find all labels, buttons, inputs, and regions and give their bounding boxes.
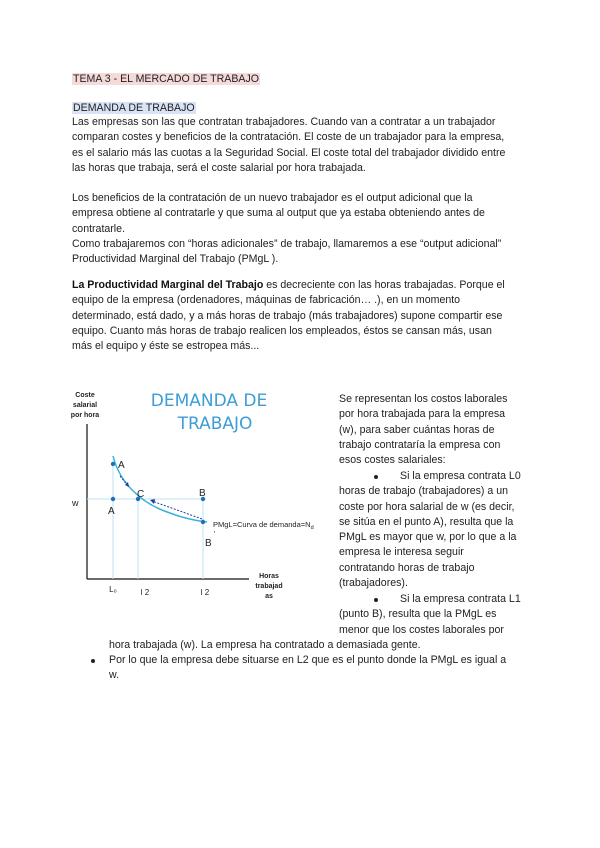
x-tick-label: l 2	[200, 588, 210, 597]
text-line: coste por hora salarial de w (es decir,	[339, 500, 515, 513]
point-a	[111, 462, 115, 466]
text-line: Si la empresa contrata L1	[400, 593, 521, 605]
curve-label	[213, 520, 314, 531]
paragraph-marginal-productivity	[72, 278, 532, 354]
diagram-title-line2: TRABAJO	[177, 414, 253, 434]
text-line: horas de trabajo (trabajadores) a un	[339, 485, 509, 498]
chart-explanation	[339, 392, 534, 468]
x-axis-label: trabajad	[255, 583, 283, 590]
title-text: TEMA 3 - EL MERCADO DE TRABAJO	[73, 73, 260, 85]
point-label: B	[199, 488, 206, 499]
y-axis-label: Coste	[75, 392, 95, 399]
text-run: es decreciente con las horas trabajadas. Porque el	[263, 279, 505, 291]
diagram-title-line1: DEMANDA DE	[150, 391, 268, 411]
text-line: Productividad Marginal del Trabajo (PMgL ).	[72, 253, 279, 266]
bullet-item-l2	[109, 653, 534, 684]
text-line: equipo. Cuanto más horas de trabajo realicen los empleados, éstos se cansan más, usan	[72, 324, 492, 337]
text-line	[72, 278, 532, 293]
text-line: equipo de la empresa (ordenadores, máquinas de fabricación… .), en un momento	[72, 294, 461, 307]
paragraph-benefits	[72, 191, 532, 267]
text-line: más el equipo y éste se estropea más...	[72, 340, 260, 353]
text-line: empresa obtiene al contratarle y que suma al output que ya estaba obteniendo antes de	[72, 207, 485, 220]
point-a-prime	[111, 497, 115, 501]
bullet-item-l0	[339, 469, 534, 591]
text-line: contratarle.	[72, 222, 125, 235]
point-label: B	[205, 538, 212, 549]
text-line: Las empresas son las que contratan trabajadores. Cuando van a contratar a un trabajador	[72, 116, 496, 128]
text-line: w.	[109, 669, 120, 682]
point-b-prime	[201, 520, 205, 524]
x-tick-label: L₀	[109, 585, 117, 594]
text-line: se sitúa en el punto A), resulta que la	[339, 515, 514, 528]
text-line: Se representan los costos laborales	[339, 393, 508, 405]
text-line: PMgL es mayor que w, por lo que a la	[339, 531, 517, 544]
bullet-item-l1	[339, 592, 534, 638]
bold-term: La Productividad Marginal del Trabajo	[72, 279, 264, 291]
wage-label: w	[72, 498, 79, 508]
x-tick-label: l 2	[140, 588, 150, 597]
prime-mark: '	[214, 531, 216, 538]
bullet-dot	[91, 659, 95, 663]
text-line: Por lo que la empresa debe situarse en L2 que es el punto donde la PMgL es igual a	[109, 654, 507, 666]
text-line: Los beneficios de la contratación de un nuevo trabajador es el output adicional que la	[72, 192, 473, 204]
text-line: (w), para saber cuántas horas de	[339, 423, 495, 436]
text-line: Si la empresa contrata L0	[400, 470, 521, 482]
document-title	[72, 72, 532, 87]
labor-demand-diagram	[62, 384, 337, 609]
text-line: es el salario más las cuotas a la Seguridad Social. El coste total del trabajador dividido entre	[72, 146, 506, 159]
point-label: C	[137, 489, 145, 500]
text-line: esos costes salariales:	[339, 454, 446, 467]
text-line: (trabajadores).	[339, 577, 408, 590]
bullet-continuation: hora trabajada (w). La empresa ha contratado a demasiada gente.	[109, 639, 421, 651]
section-heading	[72, 101, 532, 116]
x-axis-label: Horas	[259, 573, 279, 580]
point-label: A	[108, 506, 115, 517]
y-axis-label: salarial	[72, 402, 98, 409]
arrow-b-to-c	[152, 501, 202, 519]
text-line: determinado, está dado, y a más horas de trabajo (más trabajadores) supone compartir ese	[72, 309, 503, 322]
point-label: A	[118, 460, 125, 471]
paragraph-costs	[72, 115, 532, 176]
text-line: contratando horas de trabajo	[339, 561, 475, 574]
text-line: comparan costes y beneficios de la contratación. El coste de un trabajador para la empresa,	[72, 131, 505, 144]
y-axis-label: por hora	[70, 412, 100, 419]
x-axis-label: as	[265, 593, 273, 600]
text-line: trabajo contrataría la empresa con	[339, 438, 501, 451]
diagram-svg	[62, 384, 337, 609]
arrowhead-icon	[150, 499, 155, 504]
text-line: las horas que trabaja, será el coste salarial por hora trabajada.	[72, 161, 366, 174]
subtitle-text: DEMANDA DE TRABAJO	[73, 102, 195, 114]
curve-label-text: PMgL=Curva de demanda=N	[213, 520, 311, 529]
demand-curve	[113, 456, 207, 522]
text-line: por hora trabajada para la empresa	[339, 408, 506, 421]
text-line: (punto B), resulta que la PMgL es	[339, 608, 497, 621]
text-line: empresa le interesa seguir	[339, 546, 464, 559]
text-line: Como trabajaremos con “horas adicionales” de trabajo, llamaremos a ese “output adicional”	[72, 237, 502, 250]
curve-label-sub: d	[310, 525, 314, 531]
text-line: menor que los costes laborales por	[339, 623, 504, 636]
